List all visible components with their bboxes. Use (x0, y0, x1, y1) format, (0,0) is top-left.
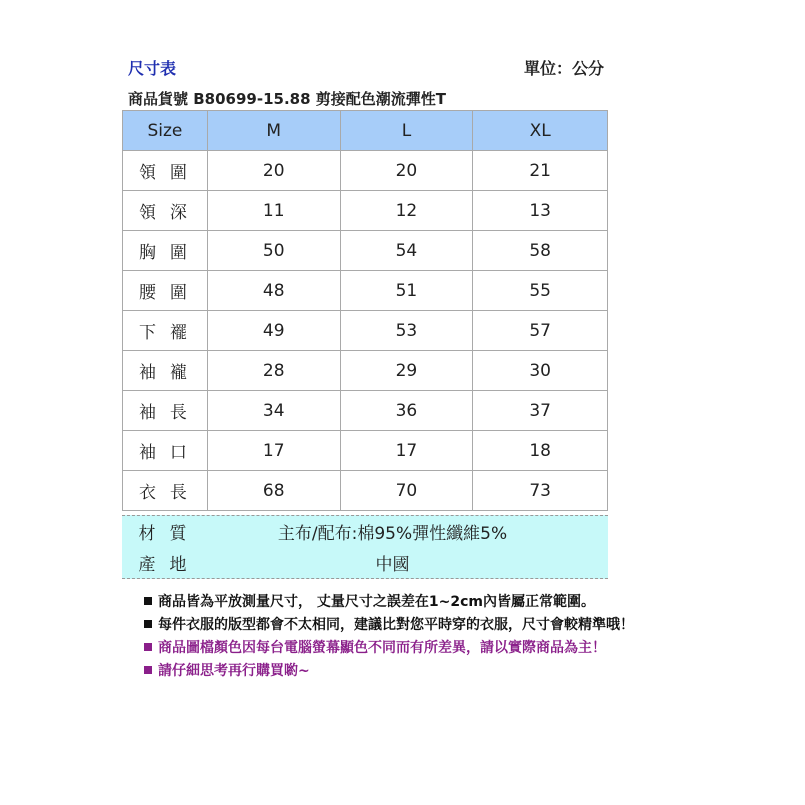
table-cell: 53 (340, 311, 473, 351)
row-label: 袖襱 (123, 351, 208, 391)
material-label: 材質 (138, 524, 201, 544)
table-row (123, 391, 608, 431)
table-row (123, 431, 608, 471)
table-body (123, 151, 608, 511)
note-item (144, 591, 608, 614)
table-cell: 20 (207, 151, 340, 191)
table-cell: 20 (340, 151, 473, 191)
note-item (144, 614, 634, 637)
row-label: 腰圍 (123, 271, 208, 311)
table-cell: 34 (207, 391, 340, 431)
table-cell: 17 (207, 431, 340, 471)
table-cell: 11 (207, 191, 340, 231)
table-row (123, 191, 608, 231)
table-row (123, 151, 608, 191)
title-row (122, 56, 608, 80)
origin-value: 中國 (375, 555, 410, 575)
column-header: L (340, 111, 473, 151)
material-section (122, 515, 608, 579)
row-label: 胸圍 (123, 231, 208, 271)
row-label: 下襬 (123, 311, 208, 351)
table-cell: 58 (473, 231, 608, 271)
table-cell: 37 (473, 391, 608, 431)
size-table (122, 110, 608, 511)
column-header: M (207, 111, 340, 151)
table-cell: 30 (473, 351, 608, 391)
table-row (123, 271, 608, 311)
square-bullet-icon (144, 620, 152, 628)
origin-row (122, 547, 608, 578)
table-cell: 36 (340, 391, 473, 431)
note-item (144, 637, 608, 660)
table-cell: 12 (340, 191, 473, 231)
square-bullet-icon (144, 643, 152, 651)
table-cell: 21 (473, 151, 608, 191)
square-bullet-icon (144, 666, 152, 674)
table-cell: 17 (340, 431, 473, 471)
note-text: 每件衣服的版型都會不太相同，建議比對您平時穿的衣服，尺寸會較精準哦！ (158, 617, 634, 633)
size-chart (122, 56, 634, 683)
table-cell: 48 (207, 271, 340, 311)
note-text: 商品圖檔顏色因每台電腦螢幕顯色不同而有所差異，請以實際商品為主！ (158, 640, 606, 656)
table-cell: 73 (473, 471, 608, 511)
material-value: 主布/配布:棉95%彈性纖維5% (277, 524, 508, 544)
product-code: 商品貨號 B80699-15.88 剪接配色潮流彈性T (128, 90, 446, 108)
table-header-row (123, 111, 608, 151)
table-cell: 28 (207, 351, 340, 391)
table-cell: 49 (207, 311, 340, 351)
note-text: 商品皆為平放測量尺寸， 丈量尺寸之誤差在1~2cm內皆屬正常範圍。 (158, 594, 595, 610)
table-cell: 18 (473, 431, 608, 471)
table-row (123, 351, 608, 391)
table-row (123, 231, 608, 271)
column-header: XL (473, 111, 608, 151)
material-row (122, 516, 608, 547)
row-label: 袖長 (123, 391, 208, 431)
table-cell: 68 (207, 471, 340, 511)
chart-title: 尺寸表 (128, 59, 177, 78)
table-cell: 50 (207, 231, 340, 271)
notes-list (144, 591, 634, 683)
table-cell: 70 (340, 471, 473, 511)
table-cell: 57 (473, 311, 608, 351)
table-row (123, 471, 608, 511)
table-cell: 51 (340, 271, 473, 311)
note-item (144, 660, 608, 683)
note-text: 請仔細思考再行購買喲~ (158, 663, 310, 679)
table-cell: 55 (473, 271, 608, 311)
column-header: Size (123, 111, 208, 151)
row-label: 領圍 (123, 151, 208, 191)
unit-label: 單位：公分 (523, 59, 604, 78)
table-cell: 29 (340, 351, 473, 391)
table-row (123, 311, 608, 351)
square-bullet-icon (144, 597, 152, 605)
row-label: 衣長 (123, 471, 208, 511)
origin-label: 產地 (138, 555, 201, 575)
table-cell: 13 (473, 191, 608, 231)
table-cell: 54 (340, 231, 473, 271)
row-label: 袖口 (123, 431, 208, 471)
row-label: 領深 (123, 191, 208, 231)
